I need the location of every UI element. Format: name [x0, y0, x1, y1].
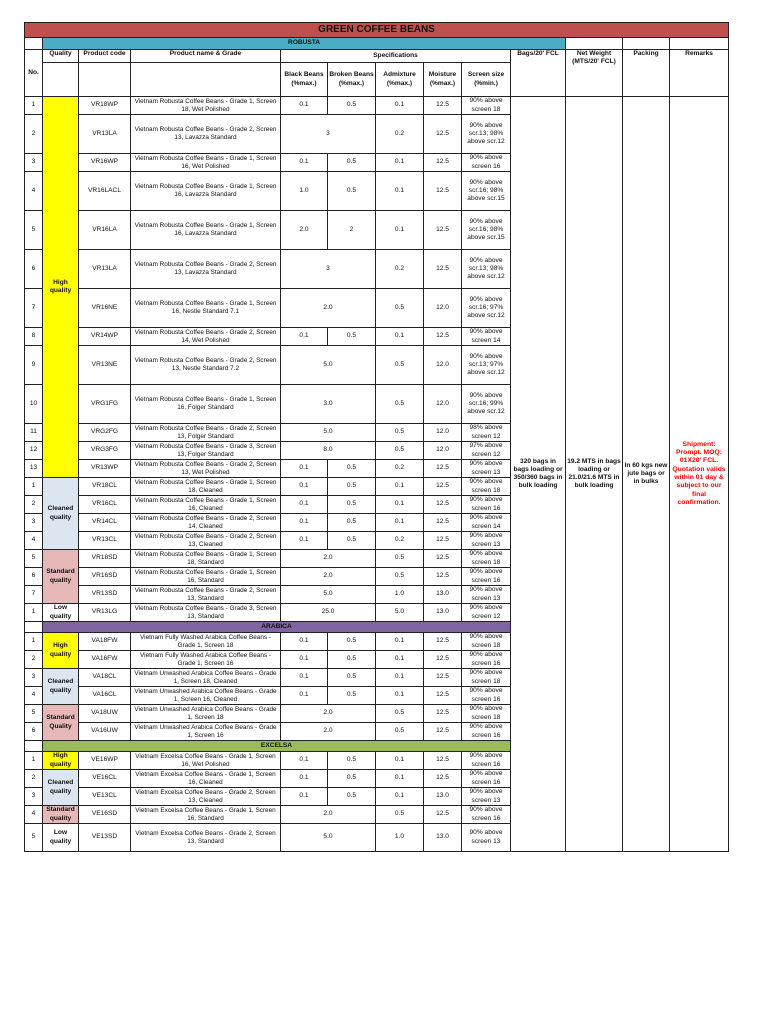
- moisture: 12.0: [424, 346, 462, 385]
- admixture: 0.5: [376, 806, 424, 824]
- product-name: Vietnam Robusta Coffee Beans - Grade 1, Screen 18, Cleaned: [131, 478, 281, 496]
- moisture: 12.5: [424, 770, 462, 788]
- product-name: Vietnam Robusta Coffee Beans - Grade 3, Screen 13, Standard: [131, 604, 281, 622]
- moisture: 12.0: [424, 424, 462, 442]
- row-number: 3: [25, 788, 43, 806]
- row-number: 12: [25, 442, 43, 460]
- screen-size: 90% above scr.13; 98% above scr.12: [462, 250, 511, 289]
- row-number: 6: [25, 250, 43, 289]
- header-product-name: Product name & Grade: [131, 50, 281, 63]
- admixture: 0.5: [376, 723, 424, 741]
- product-name: Vietnam Robusta Coffee Beans - Grade 1, Screen 18, Standard: [131, 550, 281, 568]
- quality-label: Cleaned quality: [43, 478, 79, 550]
- screen-size: 90% above screen 16: [462, 752, 511, 770]
- screen-size: 90% above screen 16: [462, 723, 511, 741]
- screen-size: 90% above screen 14: [462, 328, 511, 346]
- broken-beans: 0.5: [328, 532, 376, 550]
- moisture: 12.5: [424, 328, 462, 346]
- admixture: 0.5: [376, 568, 424, 586]
- packing-info: In 60 kgs new jute bags or in bulks: [623, 97, 670, 852]
- black-broken-beans: 2.0: [281, 806, 376, 824]
- black-broken-beans: 5.0: [281, 424, 376, 442]
- product-code: VR18SD: [79, 550, 131, 568]
- black-beans: 0.1: [281, 460, 328, 478]
- row-number: 7: [25, 289, 43, 328]
- quality-label: Low quality: [43, 604, 79, 622]
- moisture: 12.0: [424, 289, 462, 328]
- row-number: 4: [25, 532, 43, 550]
- admixture: 0.5: [376, 705, 424, 723]
- product-code: VE16CL: [79, 770, 131, 788]
- header-no: No.: [25, 50, 43, 97]
- moisture: 12.5: [424, 532, 462, 550]
- product-code: VA18CL: [79, 669, 131, 687]
- black-beans: 0.1: [281, 788, 328, 806]
- screen-size: 90% above scr.16; 98% above scr.15: [462, 211, 511, 250]
- admixture: 0.1: [376, 154, 424, 172]
- screen-size: 90% above screen 14: [462, 514, 511, 532]
- quality-label: Cleaned quality: [43, 669, 79, 705]
- product-code: VRG1FG: [79, 385, 131, 424]
- screen-size: 90% above scr.13; 98% above scr.12: [462, 115, 511, 154]
- product-code: VA18UW: [79, 705, 131, 723]
- broken-beans: 0.5: [328, 788, 376, 806]
- moisture: 12.5: [424, 97, 462, 115]
- black-beans: 0.1: [281, 633, 328, 651]
- moisture: 12.5: [424, 514, 462, 532]
- product-name: Vietnam Excelsa Coffee Beans - Grade 2, Screen 13, Cleaned: [131, 788, 281, 806]
- product-name: Vietnam Robusta Coffee Beans - Grade 2, Screen 13, Lavazza Standard: [131, 115, 281, 154]
- admixture: 0.1: [376, 633, 424, 651]
- screen-size: 90% above screen 13: [462, 460, 511, 478]
- black-beans: 0.1: [281, 687, 328, 705]
- sheet-title: GREEN COFFEE BEANS: [25, 23, 729, 38]
- product-name: Vietnam Excelsa Coffee Beans - Grade 2, Screen 13, Standard: [131, 824, 281, 852]
- screen-size: 90% above screen 18: [462, 550, 511, 568]
- product-name: Vietnam Robusta Coffee Beans - Grade 2, Screen 14, Cleaned: [131, 514, 281, 532]
- broken-beans: 0.5: [328, 770, 376, 788]
- header-black-beans: Black Beans (%max.): [281, 63, 328, 97]
- row-number: 1: [25, 633, 43, 651]
- row-number: 4: [25, 806, 43, 824]
- screen-size: 90% above screen 16: [462, 651, 511, 669]
- row-number: 6: [25, 568, 43, 586]
- row-number: 3: [25, 154, 43, 172]
- black-broken-beans: 2.0: [281, 568, 376, 586]
- bags-info: 320 bags in bags loading or 350/360 bags in bulk loading: [511, 97, 566, 852]
- screen-size: 90% above screen 16: [462, 568, 511, 586]
- moisture: 12.0: [424, 385, 462, 424]
- section-robusta: ROBUSTA: [43, 38, 566, 50]
- black-beans: 0.1: [281, 328, 328, 346]
- moisture: 13.0: [424, 604, 462, 622]
- admixture: 0.2: [376, 115, 424, 154]
- header-specifications: Specifications: [281, 50, 511, 63]
- black-broken-beans: 3: [281, 250, 376, 289]
- admixture: 0.1: [376, 328, 424, 346]
- product-name: Vietnam Robusta Coffee Beans - Grade 2, Screen 13, Folger Standard: [131, 424, 281, 442]
- black-broken-beans: 2.0: [281, 289, 376, 328]
- admixture: 0.1: [376, 478, 424, 496]
- product-code: VE16SD: [79, 806, 131, 824]
- broken-beans: 0.5: [328, 669, 376, 687]
- admixture: 0.2: [376, 250, 424, 289]
- admixture: 0.2: [376, 460, 424, 478]
- product-code: VRG2FG: [79, 424, 131, 442]
- broken-beans: 0.5: [328, 460, 376, 478]
- black-broken-beans: 2.0: [281, 550, 376, 568]
- screen-size: 90% above screen 16: [462, 496, 511, 514]
- black-beans: 0.1: [281, 478, 328, 496]
- black-broken-beans: 8.0: [281, 442, 376, 460]
- product-code: VA18FW: [79, 633, 131, 651]
- product-code: VR16WP: [79, 154, 131, 172]
- table-row: [25, 97, 729, 115]
- admixture: 0.1: [376, 514, 424, 532]
- admixture: 0.5: [376, 550, 424, 568]
- screen-size: 98% above screen 12: [462, 424, 511, 442]
- header-screen-size: Screen size (%min.): [462, 63, 511, 97]
- moisture: 12.5: [424, 496, 462, 514]
- admixture: 0.5: [376, 385, 424, 424]
- header-packing: Packing: [623, 50, 670, 97]
- product-name: Vietnam Robusta Coffee Beans - Grade 1, Screen 18, Wet Polished: [131, 97, 281, 115]
- screen-size: 90% above screen 13: [462, 824, 511, 852]
- black-broken-beans: 2.0: [281, 705, 376, 723]
- moisture: 13.0: [424, 586, 462, 604]
- row-number: 11: [25, 424, 43, 442]
- product-code: VR13WP: [79, 460, 131, 478]
- moisture: 12.5: [424, 211, 462, 250]
- row-number: 2: [25, 651, 43, 669]
- product-name: Vietnam Robusta Coffee Beans - Grade 3, Screen 13, Folger Standard: [131, 442, 281, 460]
- product-code: VE16WP: [79, 752, 131, 770]
- product-name: Vietnam Excelsa Coffee Beans - Grade 1, Screen 16, Cleaned: [131, 770, 281, 788]
- row-number: 2: [25, 770, 43, 788]
- moisture: 12.5: [424, 478, 462, 496]
- header-moisture: Moisture (%max.): [424, 63, 462, 97]
- admixture: 0.1: [376, 687, 424, 705]
- admixture: 0.1: [376, 770, 424, 788]
- admixture: 5.0: [376, 604, 424, 622]
- black-broken-beans: 25.0: [281, 604, 376, 622]
- screen-size: 90% above screen 16: [462, 806, 511, 824]
- black-beans: 0.1: [281, 532, 328, 550]
- screen-size: 90% above scr.16; 99% above scr.12: [462, 385, 511, 424]
- moisture: 12.5: [424, 115, 462, 154]
- row-number: 6: [25, 723, 43, 741]
- black-beans: 0.1: [281, 651, 328, 669]
- screen-size: 90% above screen 12: [462, 604, 511, 622]
- admixture: 0.1: [376, 669, 424, 687]
- black-broken-beans: 5.0: [281, 824, 376, 852]
- moisture: 12.5: [424, 172, 462, 211]
- quality-label: Standard quality: [43, 806, 79, 824]
- broken-beans: 0.5: [328, 97, 376, 115]
- header-net-weight: Net Weight (MTS/20' FCL): [566, 50, 623, 97]
- row-number: 4: [25, 172, 43, 211]
- broken-beans: 0.5: [328, 154, 376, 172]
- black-beans: 1.0: [281, 172, 328, 211]
- coffee-beans-table: [24, 22, 729, 852]
- product-name: Vietnam Fully Washed Arabica Coffee Beans - Grade 1, Screen 16: [131, 651, 281, 669]
- admixture: 0.5: [376, 424, 424, 442]
- product-code: VR13LA: [79, 250, 131, 289]
- moisture: 12.5: [424, 669, 462, 687]
- black-beans: 0.1: [281, 514, 328, 532]
- moisture: 12.5: [424, 723, 462, 741]
- moisture: 12.5: [424, 550, 462, 568]
- quality-label: Cleaned quality: [43, 770, 79, 806]
- product-name: Vietnam Robusta Coffee Beans - Grade 1, Screen 16, Lavazza Standard: [131, 172, 281, 211]
- quality-label: High quality: [43, 752, 79, 770]
- screen-size: 90% above screen 16: [462, 770, 511, 788]
- product-name: Vietnam Robusta Coffee Beans - Grade 1, Screen 16, Cleaned: [131, 496, 281, 514]
- admixture: 0.1: [376, 752, 424, 770]
- admixture: 0.1: [376, 97, 424, 115]
- black-beans: 2.0: [281, 211, 328, 250]
- product-code: VA16FW: [79, 651, 131, 669]
- moisture: 12.0: [424, 442, 462, 460]
- product-code: VR18WP: [79, 97, 131, 115]
- moisture: 12.5: [424, 806, 462, 824]
- black-beans: 0.1: [281, 154, 328, 172]
- row-number: 9: [25, 346, 43, 385]
- quality-label: High quality: [43, 633, 79, 669]
- product-name: Vietnam Robusta Coffee Beans - Grade 2, Screen 13, Nestle Standard 7.2: [131, 346, 281, 385]
- moisture: 12.5: [424, 651, 462, 669]
- row-number: 1: [25, 97, 43, 115]
- header-admixture: Admixture (%max.): [376, 63, 424, 97]
- admixture: 1.0: [376, 586, 424, 604]
- moisture: 12.5: [424, 633, 462, 651]
- product-code: VR13NE: [79, 346, 131, 385]
- product-code: VR16CL: [79, 496, 131, 514]
- product-code: VR18CL: [79, 478, 131, 496]
- product-code: VR16LACL: [79, 172, 131, 211]
- product-code: VR16SD: [79, 568, 131, 586]
- product-name: Vietnam Fully Washed Arabica Coffee Beans - Grade 1, Screen 18: [131, 633, 281, 651]
- header-broken-beans: Broken Beans (%max.): [328, 63, 376, 97]
- admixture: 0.5: [376, 346, 424, 385]
- admixture: 0.2: [376, 532, 424, 550]
- admixture: 0.5: [376, 442, 424, 460]
- product-code: VR13LA: [79, 115, 131, 154]
- row-number: 8: [25, 328, 43, 346]
- row-number: 7: [25, 586, 43, 604]
- product-name: Vietnam Robusta Coffee Beans - Grade 1, Screen 16, Wet Polished: [131, 154, 281, 172]
- product-name: Vietnam Robusta Coffee Beans - Grade 2, Screen 13, Cleaned: [131, 532, 281, 550]
- screen-size: 90% above scr.16; 98% above scr.15: [462, 172, 511, 211]
- product-code: VR14WP: [79, 328, 131, 346]
- moisture: 12.5: [424, 705, 462, 723]
- black-beans: 0.1: [281, 669, 328, 687]
- row-number: 13: [25, 460, 43, 478]
- product-code: VR14CL: [79, 514, 131, 532]
- black-broken-beans: 3: [281, 115, 376, 154]
- screen-size: 90% above screen 18: [462, 669, 511, 687]
- product-name: Vietnam Unwashed Arabica Coffee Beans - Grade 1, Screen 16, Cleaned: [131, 687, 281, 705]
- admixture: 0.5: [376, 289, 424, 328]
- screen-size: 90% above screen 16: [462, 154, 511, 172]
- product-name: Vietnam Robusta Coffee Beans - Grade 1, Screen 16, Lavazza Standard: [131, 211, 281, 250]
- product-code: VR16NE: [79, 289, 131, 328]
- header-bags: Bags/20' FCL: [511, 50, 566, 97]
- header-product-code: Product code: [79, 50, 131, 63]
- broken-beans: 0.5: [328, 633, 376, 651]
- product-code: VA16UW: [79, 723, 131, 741]
- product-name: Vietnam Robusta Coffee Beans - Grade 2, Screen 13, Standard: [131, 586, 281, 604]
- broken-beans: 0.5: [328, 478, 376, 496]
- product-name: Vietnam Robusta Coffee Beans - Grade 2, Screen 14, Wet Polished: [131, 328, 281, 346]
- header-remarks: Remarks: [670, 50, 729, 97]
- screen-size: 90% above screen 18: [462, 97, 511, 115]
- screen-size: 90% above screen 18: [462, 478, 511, 496]
- black-broken-beans: 5.0: [281, 586, 376, 604]
- moisture: 12.5: [424, 250, 462, 289]
- black-broken-beans: 5.0: [281, 346, 376, 385]
- row-number: 4: [25, 687, 43, 705]
- broken-beans: 0.5: [328, 651, 376, 669]
- moisture: 13.0: [424, 824, 462, 852]
- product-code: VE13CL: [79, 788, 131, 806]
- moisture: 12.5: [424, 687, 462, 705]
- black-broken-beans: 2.0: [281, 723, 376, 741]
- screen-size: 97% above screen 12: [462, 442, 511, 460]
- product-code: VRG3FG: [79, 442, 131, 460]
- black-beans: 0.1: [281, 770, 328, 788]
- moisture: 13.0: [424, 788, 462, 806]
- section-arabica: ARABICA: [43, 622, 511, 633]
- moisture: 12.5: [424, 752, 462, 770]
- product-name: Vietnam Robusta Coffee Beans - Grade 1, Screen 16, Nestle Standard 7.1: [131, 289, 281, 328]
- black-beans: 0.1: [281, 97, 328, 115]
- screen-size: 90% above scr.13; 97% above scr.12: [462, 346, 511, 385]
- black-broken-beans: 3.0: [281, 385, 376, 424]
- price-sheet: [24, 22, 728, 852]
- screen-size: 90% above screen 13: [462, 586, 511, 604]
- header-quality: Quality: [43, 50, 79, 63]
- screen-size: 90% above screen 18: [462, 705, 511, 723]
- quality-label: High quality: [43, 97, 79, 478]
- screen-size: 90% above screen 13: [462, 532, 511, 550]
- row-number: 1: [25, 752, 43, 770]
- broken-beans: 0.5: [328, 172, 376, 211]
- moisture: 12.5: [424, 568, 462, 586]
- broken-beans: 0.5: [328, 328, 376, 346]
- product-name: Vietnam Excelsa Coffee Beans - Grade 1, Screen 16, Standard: [131, 806, 281, 824]
- broken-beans: 0.5: [328, 752, 376, 770]
- row-number: 3: [25, 514, 43, 532]
- admixture: 0.1: [376, 211, 424, 250]
- product-code: VR13CL: [79, 532, 131, 550]
- screen-size: 90% above screen 16: [462, 687, 511, 705]
- screen-size: 90% above scr.16; 97% above scr.12: [462, 289, 511, 328]
- screen-size: 90% above screen 13: [462, 788, 511, 806]
- row-number: 1: [25, 604, 43, 622]
- row-number: 5: [25, 211, 43, 250]
- admixture: 0.1: [376, 172, 424, 211]
- product-code: VR13SD: [79, 586, 131, 604]
- black-beans: 0.1: [281, 752, 328, 770]
- moisture: 12.5: [424, 460, 462, 478]
- row-number: 5: [25, 705, 43, 723]
- product-name: Vietnam Unwashed Arabica Coffee Beans - Grade 1, Screen 18, Cleaned: [131, 669, 281, 687]
- row-number: 2: [25, 115, 43, 154]
- moisture: 12.5: [424, 154, 462, 172]
- product-name: Vietnam Excelsa Coffee Beans - Grade 1, Screen 16, Wet Polished: [131, 752, 281, 770]
- broken-beans: 0.5: [328, 514, 376, 532]
- net-weight-info: 19.2 MTS in bags loading or 21.0/21.6 MTS in bulk loading: [566, 97, 623, 852]
- product-code: VR13LG: [79, 604, 131, 622]
- product-code: VR16LA: [79, 211, 131, 250]
- broken-beans: 0.5: [328, 496, 376, 514]
- admixture: 0.1: [376, 651, 424, 669]
- remarks-info: Shipment: Prompt. MOQ: 01X20' FCL. Quotation valids within 01 day & subject to our final confirmation.: [670, 97, 729, 852]
- admixture: 0.1: [376, 496, 424, 514]
- quality-label: Low quality: [43, 824, 79, 852]
- product-name: Vietnam Unwashed Arabica Coffee Beans - Grade 1, Screen 18: [131, 705, 281, 723]
- quality-label: Standard Quality: [43, 705, 79, 741]
- row-number: 5: [25, 824, 43, 852]
- product-name: Vietnam Robusta Coffee Beans - Grade 1, Screen 16, Standard: [131, 568, 281, 586]
- quality-label: Standard quality: [43, 550, 79, 604]
- row-number: 10: [25, 385, 43, 424]
- product-name: Vietnam Robusta Coffee Beans - Grade 2, Screen 13, Lavazza Standard: [131, 250, 281, 289]
- screen-size: 90% above screen 18: [462, 633, 511, 651]
- broken-beans: 0.5: [328, 687, 376, 705]
- row-number: 2: [25, 496, 43, 514]
- product-name: Vietnam Robusta Coffee Beans - Grade 2, Screen 13, Wet Polished: [131, 460, 281, 478]
- product-name: Vietnam Unwashed Arabica Coffee Beans - Grade 1, Screen 16: [131, 723, 281, 741]
- row-number: 1: [25, 478, 43, 496]
- section-excelsa: EXCELSA: [43, 741, 511, 752]
- product-code: VE13SD: [79, 824, 131, 852]
- row-number: 3: [25, 669, 43, 687]
- admixture: 0.1: [376, 788, 424, 806]
- broken-beans: 2: [328, 211, 376, 250]
- product-name: Vietnam Robusta Coffee Beans - Grade 1, Screen 16, Folger Standard: [131, 385, 281, 424]
- product-code: VA16CL: [79, 687, 131, 705]
- admixture: 1.0: [376, 824, 424, 852]
- black-beans: 0.1: [281, 496, 328, 514]
- row-number: 5: [25, 550, 43, 568]
